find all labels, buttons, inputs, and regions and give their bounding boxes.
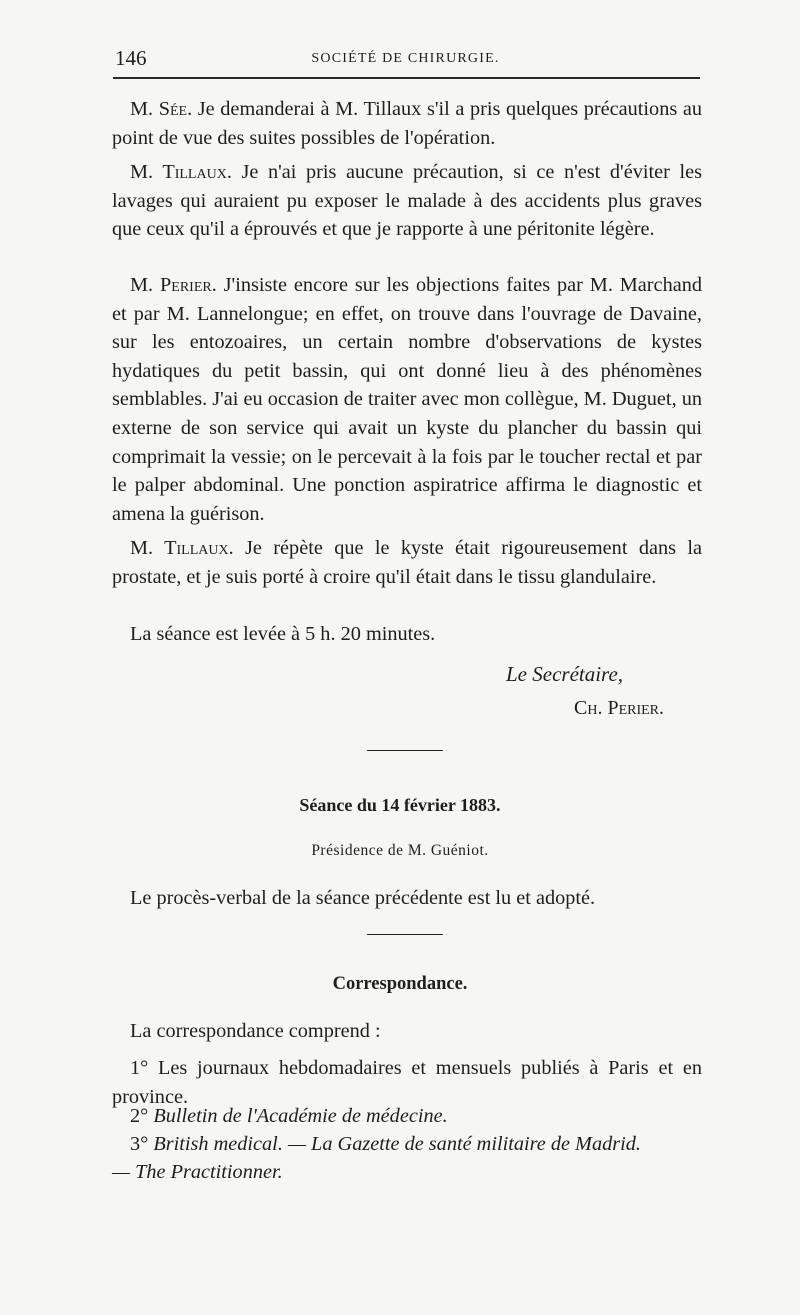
session-minutes: Le procès-verbal de la séance précédente est lu et adopté. [130,887,596,909]
correspondance-item-3 [112,1130,702,1159]
correspondance-intro: La correspondance comprend : [130,1020,381,1042]
signature-role: Le Secrétaire, [506,662,624,686]
paragraph-text: Je n'ai pris aucune précaution, si ce n'est d'éviter les lavages qui auraient pu exposer le malade à des accidents plus graves que ceux qu'il a éprouvés et que je rapporte à une péritonite légère. [112,161,702,241]
speaker-name: M. Perier. [130,274,217,296]
running-title: SOCIÉTÉ DE CHIRURGIE. [311,51,500,66]
item-number: 3° [130,1133,154,1155]
paragraph-text: J'insiste encore sur les objections faites par M. Marchand et par M. Lannelongue; en effet, on trouve dans l'ouvrage de Davaine, sur les entozoaires, un certain nombre d'observations de kystes hydatiques du petit bassin, qui ont donné lieu à des phénomènes semblables. J'ai eu occasion de traiter avec mon collègue, M. Duguet, un externe de son service qui avait un kyste du plancher du bassin qui comprimait la vessie; on le percevait à la fois par le toucher rectal et par le palper abdominal. Une ponction aspiratrice affirma le diagnostic et amena la guérison. [112,274,702,525]
session-presidence: Présidence de M. Guéniot. [311,842,489,859]
speaker-name: M. Tillaux. [130,161,232,183]
section-divider [367,934,443,935]
correspondance-item-2 [112,1102,702,1131]
journal-title: Bulletin de l'Académie de médecine. [153,1105,448,1127]
paragraph-tillaux-1 [112,158,702,244]
paragraph-tillaux-2 [112,534,702,591]
section-divider [367,750,443,751]
header-rule [113,77,700,79]
speaker-name: M. Sée. [130,98,193,120]
correspondance-item-3-cont: — The Practitionner. [112,1161,283,1183]
page-header [113,44,698,74]
page-number: 146 [115,46,147,70]
speaker-name: M. Tillaux. [130,537,234,559]
paragraph-see [112,95,702,152]
session-title: Séance du 14 février 1883. [299,795,501,815]
correspondance-heading: Correspondance. [332,974,468,994]
item-number: 2° [130,1105,154,1127]
paragraph-text: Je demanderai à M. Tillaux s'il a pris quelques précautions au point de vue des suites possibles de l'opération. [112,98,702,149]
correspondance-item-1: 1° Les journaux hebdomadaires et mensuels publiés à Paris et en province. [112,1057,702,1108]
paragraph-closing: La séance est levée à 5 h. 20 minutes. [130,623,436,645]
paragraph-perier [112,271,702,528]
signature-name: Ch. Perier. [574,697,665,719]
journal-title: British medical. — La Gazette de santé militaire de Madrid. [153,1133,641,1155]
paragraph-text: Je répète que le kyste était rigoureusement dans la prostate, et je suis porté à croire qu'il était dans le tissu glandulaire. [112,537,702,588]
